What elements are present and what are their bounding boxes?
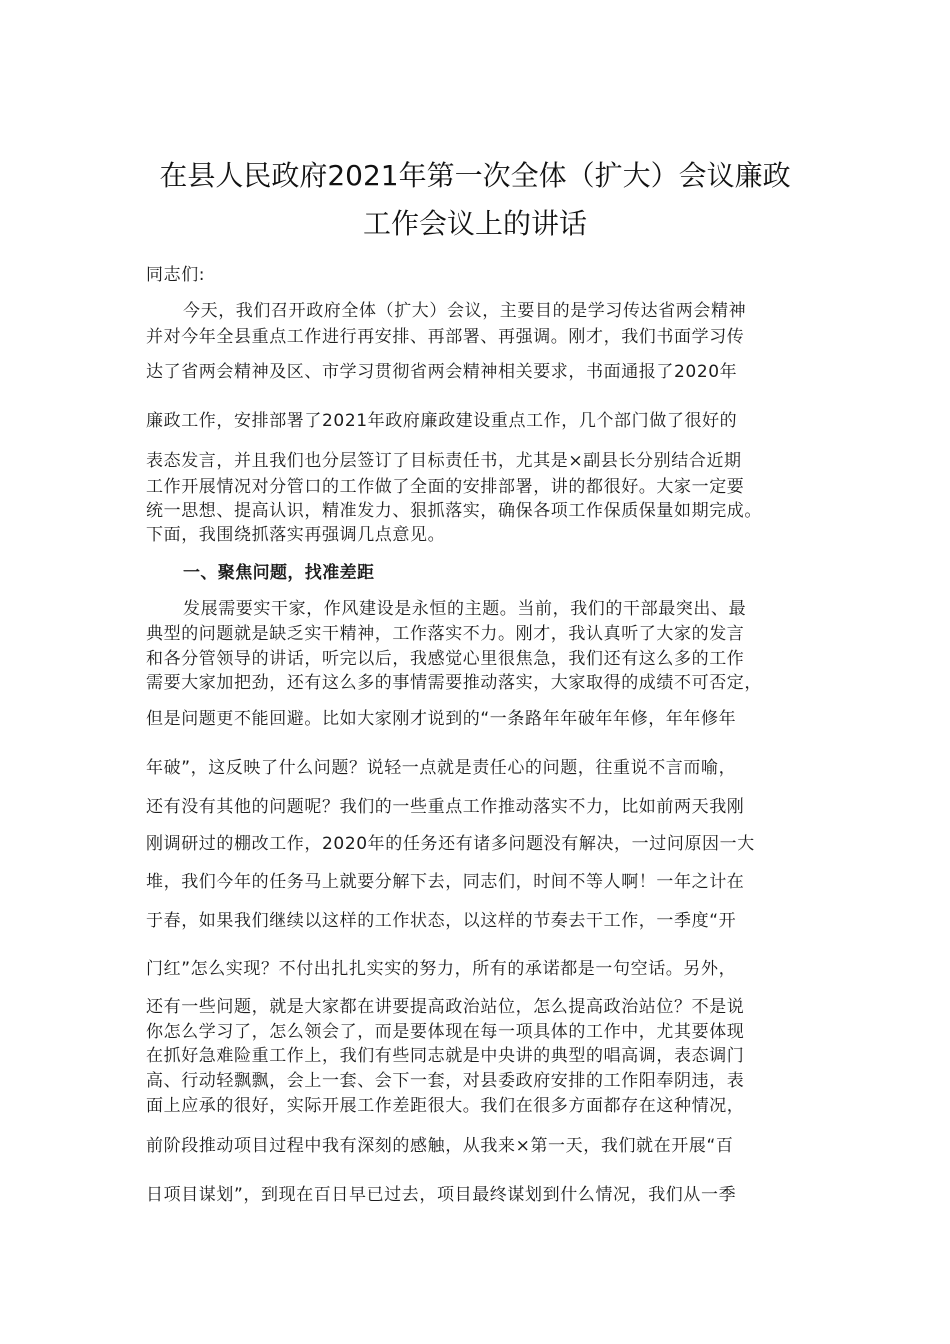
paragraph-line: 和各分管领导的讲话，听完以后，我感觉心里很焦急，我们还有这么多的工作 bbox=[146, 649, 745, 669]
paragraph-line: 但是问题更不能回避。比如大家刚才说到的“一条路年年破年年修，年年修年 bbox=[146, 709, 737, 729]
paragraph-line: 典型的问题就是缺乏实干精神，工作落实不力。刚才，我认真听了大家的发言 bbox=[146, 624, 745, 644]
paragraph-line: 达了省两会精神及区、市学习贯彻省两会精神相关要求，书面通报了2020年 bbox=[146, 362, 738, 382]
paragraph-line: 并对今年全县重点工作进行再安排、再部署、再强调。刚才，我们书面学习传 bbox=[146, 327, 745, 347]
paragraph-line: 下面，我围绕抓落实再强调几点意见。 bbox=[146, 525, 446, 545]
paragraph-line: 门红”怎么实现？不付出扎扎实实的努力，所有的承诺都是一句空话。另外， bbox=[146, 959, 737, 979]
document-title-line-1: 在县人民政府2021年第一次全体（扩大）会议廉政 bbox=[159, 159, 791, 192]
paragraph-line: 年破”，这反映了什么问题？说轻一点就是责任心的问题，往重说不言而喻， bbox=[146, 758, 737, 778]
paragraph-line: 在抓好急难险重工作上，我们有些同志就是中央讲的典型的唱高调，表态调门 bbox=[146, 1046, 745, 1066]
paragraph-line: 堆，我们今年的任务马上就要分解下去，同志们，时间不等人啊！一年之计在 bbox=[146, 872, 745, 892]
paragraph-line: 还有一些问题，就是大家都在讲要提高政治站位，怎么提高政治站位？不是说 bbox=[146, 997, 745, 1017]
salutation: 同志们: bbox=[146, 265, 206, 285]
paragraph-line: 你怎么学习了，怎么领会了，而是要体现在每一项具体的工作中，尤其要体现 bbox=[146, 1022, 745, 1042]
paragraph-line: 日项目谋划”，到现在百日早已过去，项目最终谋划到什么情况，我们从一季 bbox=[146, 1185, 737, 1205]
paragraph-line: 刚调研过的棚改工作，2020年的任务还有诸多问题没有解决，一过问原因一大 bbox=[146, 834, 755, 854]
section-heading: 一、聚焦问题，找准差距 bbox=[183, 563, 375, 583]
paragraph-line: 前阶段推动项目过程中我有深刻的感触，从我来×第一天，我们就在开展“百 bbox=[146, 1136, 734, 1156]
paragraph-line: 今天，我们召开政府全体（扩大）会议，主要目的是学习传达省两会精神 bbox=[183, 301, 747, 321]
paragraph-line: 表态发言，并且我们也分层签订了目标责任书，尤其是×副县长分别结合近期 bbox=[146, 451, 742, 471]
paragraph-line: 还有没有其他的问题呢？我们的一些重点工作推动落实不力，比如前两天我刚 bbox=[146, 797, 745, 817]
paragraph-line: 廉政工作，安排部署了2021年政府廉政建设重点工作，几个部门做了很好的 bbox=[146, 411, 738, 431]
paragraph-line: 工作开展情况对分管口的工作做了全面的安排部署，讲的都很好。大家一定要 bbox=[146, 477, 745, 497]
paragraph-line: 发展需要实干家，作风建设是永恒的主题。当前，我们的干部最突出、最 bbox=[183, 599, 747, 619]
paragraph-line: 面上应承的很好，实际开展工作差距很大。我们在很多方面都存在这种情况， bbox=[146, 1096, 745, 1116]
paragraph-line: 于春，如果我们继续以这样的工作状态，以这样的节奏去干工作，一季度“开 bbox=[146, 911, 737, 931]
paragraph-line: 高、行动轻飘飘，会上一套、会下一套，对县委政府安排的工作阳奉阴违，表 bbox=[146, 1071, 745, 1091]
document-title-line-2: 工作会议上的讲话 bbox=[362, 207, 587, 240]
paragraph-line: 统一思想、提高认识，精准发力、狠抓落实，确保各项工作保质保量如期完成。 bbox=[146, 501, 762, 521]
paragraph-line: 需要大家加把劲，还有这么多的事情需要推动落实，大家取得的成绩不可否定， bbox=[146, 673, 762, 693]
